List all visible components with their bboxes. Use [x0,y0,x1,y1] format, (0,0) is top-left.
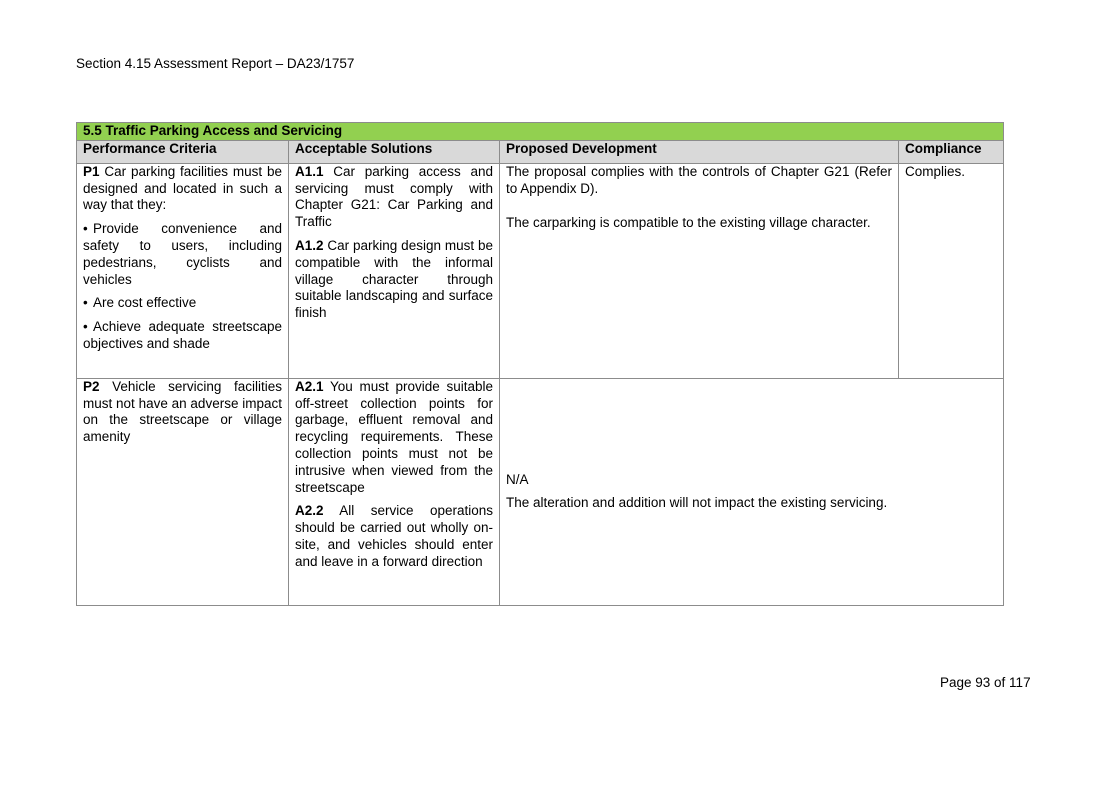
col-header-proposed-development: Proposed Development [500,140,899,163]
page-number: Page 93 of 117 [940,675,1031,690]
proposed-text: The alteration and addition will not impact the existing servicing. [506,495,888,511]
solution-code: A1.1 [295,163,324,179]
table-row [77,163,1004,378]
criteria-bullet: • Provide convenience and safety to users, including pedestrians, cyclists and vehicles [83,221,282,287]
compliance-cell [899,163,1004,378]
performance-criteria-cell [77,163,289,378]
proposed-development-cell [500,163,899,378]
bullet-icon: • [83,295,88,311]
solution-text: A2.2 All service operations should be carried out wholly on-site, and vehicles should enter and leave in a forward direction [295,503,494,569]
assessment-table [76,122,1004,606]
solution-code: A1.2 [295,237,324,253]
proposed-text: The carparking is compatible to the existing village character. [506,215,871,231]
solution-text: A1.2 Car parking design must be compatible with the informal village character through suitable landscaping and surface finish [295,237,493,321]
section-title: 5.5 Traffic Parking Access and Servicing [77,123,1004,141]
criteria-bullet: • Are cost effective [83,295,197,311]
acceptable-solutions-cell [289,378,500,605]
col-header-performance-criteria: Performance Criteria [77,140,289,163]
bullet-icon: • [83,319,88,335]
col-header-compliance: Compliance [899,140,1004,163]
criteria-text: P2 Vehicle servicing facilities must not have an adverse impact on the streetscape or village amenity [83,378,282,445]
criteria-code: P1 [83,163,100,179]
compliance-status: Complies. [905,163,966,179]
proposed-text: N/A [506,471,529,487]
col-header-acceptable-solutions: Acceptable Solutions [289,140,500,163]
criteria-intro: Car parking facilities must be designed and located in such a way that they: [83,163,282,213]
solution-text: A1.1 Car parking access and servicing must comply with Chapter G21: Car Parking and Traffic [295,163,493,230]
bullet-icon: • [83,221,88,237]
column-header-row [77,140,1004,163]
performance-criteria-cell [77,378,289,605]
criteria-code: P2 [83,378,100,394]
solution-text: A2.1 You must provide suitable off-street collection points for garbage, effluent removal and recycling requirements. These collection points must not be intrusive when viewed from the streetscape [295,378,493,495]
solution-code: A2.1 [295,378,324,394]
criteria-bullet: • Achieve adequate streetscape objectives and shade [83,319,282,351]
proposed-text: The proposal complies with the controls of Chapter G21 (Refer to Appendix D). [506,163,892,196]
page-header: Section 4.15 Assessment Report – DA23/1757 [76,56,355,71]
table-row [77,378,1004,605]
acceptable-solutions-cell [289,163,500,378]
section-title-row [77,123,1004,141]
solution-code: A2.2 [295,503,324,519]
proposed-development-cell [500,378,1004,605]
criteria-text [83,164,282,214]
